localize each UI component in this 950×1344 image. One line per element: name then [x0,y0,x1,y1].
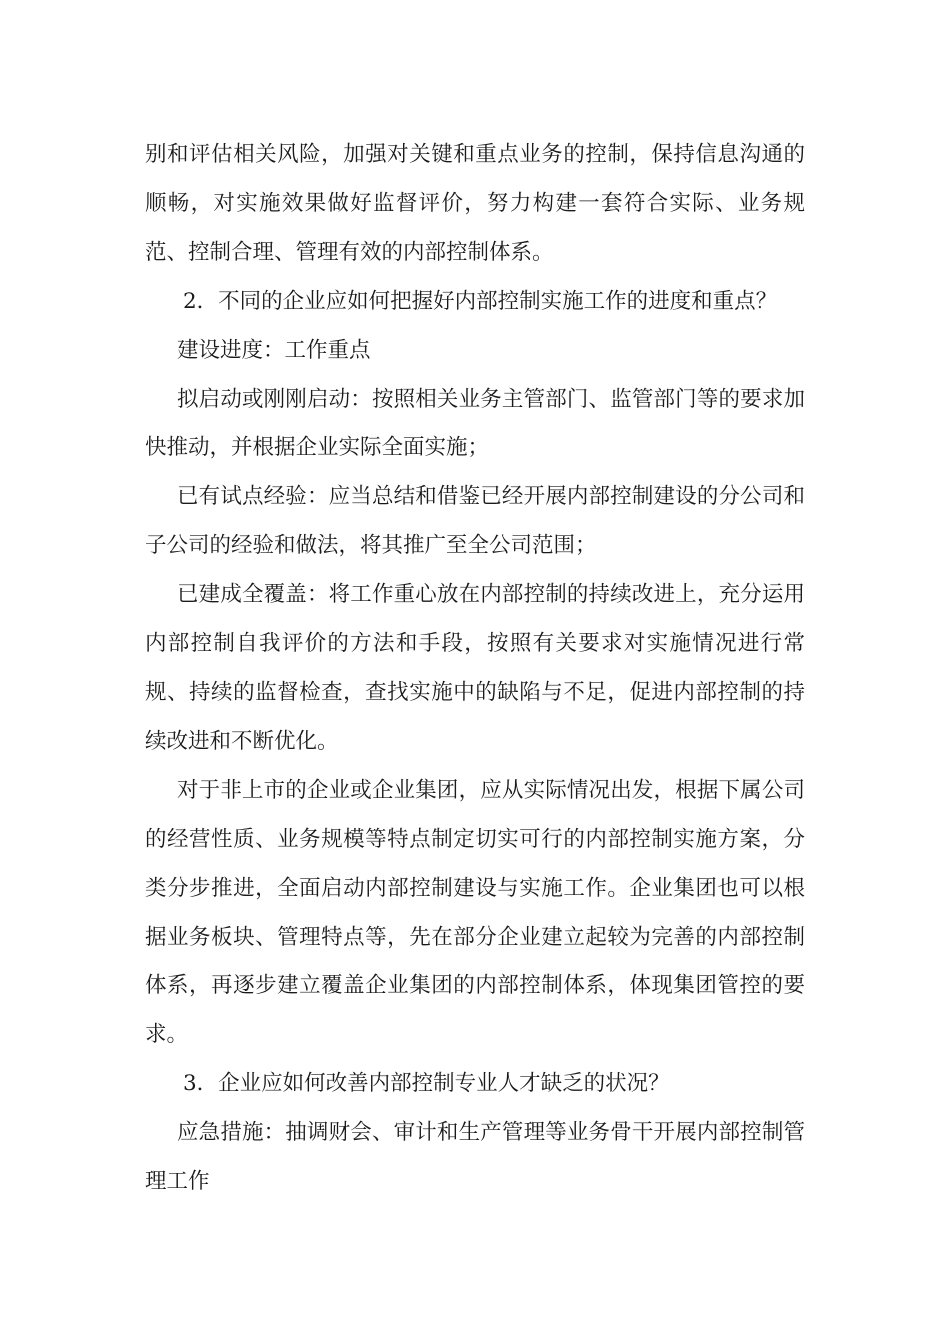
paragraph-continuation: 别和评估相关风险，加强对关键和重点业务的控制，保持信息沟通的顺畅，对实施效果做好监督评价，努力构建一套符合实际、业务规范、控制合理、管理有效的内部控制体系。 [145,142,805,265]
question-2-heading: 2．不同的企业应如何把握好内部控制实施工作的进度和重点？ [183,288,778,314]
question-3-heading: 3．企业应如何改善内部控制专业人才缺乏的状况？ [183,1071,670,1097]
paragraph-stage-full-coverage: 已建成全覆盖：将工作重心放在内部控制的持续改进上，充分运用内部控制自我评价的方法和手段，按照有关要求对实施情况进行常规、持续的监督检查，查找实施中的缺陷与不足，促进内部控制的持续改进和不断优化。 [145,582,805,754]
document-body [145,131,805,1207]
table-header-line: 建设进度：工作重点 [177,337,371,363]
paragraph-non-listed: 对于非上市的企业或企业集团，应从实际情况出发，根据下属公司的经营性质、业务规模等特点制定切实可行的内部控制实施方案，分类分步推进，全面启动内部控制建设与实施工作。企业集团也可以根据业务板块、管理特点等，先在部分企业建立起较为完善的内部控制体系，再逐步建立覆盖企业集团的内部控制体系，体现集团管控的要求。 [145,777,805,1048]
paragraph-stage-starting: 拟启动或刚刚启动：按照相关业务主管部门、监管部门等的要求加快推动，并根据企业实际全面实施； [145,386,805,461]
paragraph-stage-pilot: 已有试点经验：应当总结和借鉴已经开展内部控制建设的分公司和子公司的经验和做法，将其推广至全公司范围； [145,484,805,559]
paragraph-emergency-measures: 应急措施：抽调财会、审计和生产管理等业务骨干开展内部控制管理工作 [145,1120,805,1195]
